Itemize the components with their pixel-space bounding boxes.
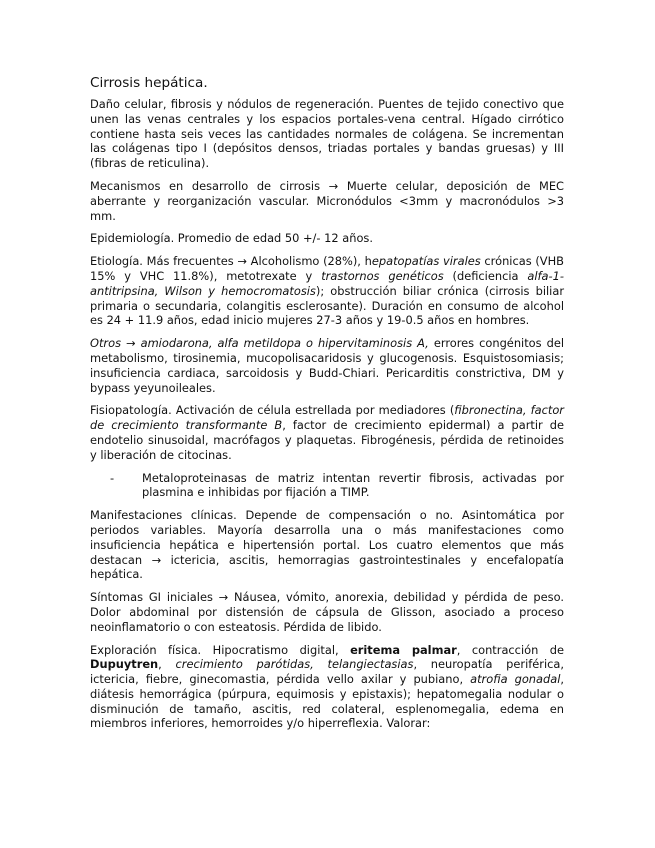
paragraph-mechanisms: Mecanismos en desarrollo de cirrosis → Muerte celular, deposición de MEC aberrante y reorganización vascular. Micronódulos <3mm y macronódulos >3 mm. xyxy=(90,178,564,223)
paragraph-etiology: Etiología. Más frecuentes → Alcoholismo (28%), hepatopatías virales crónicas (VHB 15% y VHC 11.8%), metotrexate y trastornos genéticos (deficiencia alfa-1-antitripsina, Wilson y hemocromatosis); obstrucción biliar crónica (cirrosis biliar primaria o secundaria, colangitis esclerosante). Duración en consumo de alcohol es 24 + 11.9 años, edad inicio mujeres 27-3 años y 19-0.5 años en hombres. xyxy=(90,254,564,328)
paragraph-pathophysiology: Fisiopatología. Activación de célula estrellada por mediadores (fibronectina, factor de crecimiento transformante B, factor de crecimiento epidermal) a partir de endotelio sinusoidal, macrófagos y plaquetas. Fibrogénesis, pérdida de retinoides y liberación de citocinas. xyxy=(90,403,564,462)
paragraph-gi-symptoms: Síntomas GI iniciales → Náusea, vómito, anorexia, debilidad y pérdida de peso. Dolor abdominal por distensión de cápsula de Glisson, asociado a proceso neoinflamatorio o con esteatosis. Pérdida de libido. xyxy=(90,590,564,634)
paragraph-epidemiology: Epidemiología. Promedio de edad 50 +/- 12 años. xyxy=(90,231,373,246)
paragraph-physical-exam: Exploración física. Hipocratismo digital, eritema palmar, contracción de Dupuytren, crecimiento parótidas, telangiectasias, neuropatía periférica, ictericia, fiebre, ginecomastia, pérdida vello axilar y pubiano, atrofia gonadal, diátesis hemorrágica (púrpura, equimosis y epistaxis); hepatomegalia nodular o disminución de tamaño, ascitis, red colateral, esplenomegalia, edema en miembros inferiores, hemorroides y/o hiperreflexia. Valorar: xyxy=(90,642,564,731)
paragraph-other-causes: Otros → amiodarona, alfa metildopa o hipervitaminosis A, errores congénitos del metabolismo, tirosinemia, mucopolisacaridosis y glucogenosis. Esquistosomiasis; insuficiencia cardiaca, sarcoidosis y Budd-Chiari. Pericarditis constrictiva, DM y bypass yeyunoileales. xyxy=(90,336,564,395)
bullet-dash: - xyxy=(110,470,115,485)
paragraph-definition: Daño celular, fibrosis y nódulos de regeneración. Puentes de tejido conectivo que unen las venas centrales y los espacios portales-vena central. Hígado cirrótico contiene hasta seis veces las cantidades normales de colágena. Se incrementan las colágenas tipo I (depósitos densos, triadas portales y bandas gruesas) y III (fibras de reticulina). xyxy=(90,97,564,171)
bullet-text: Metaloproteinasas de matriz intentan revertir fibrosis, activadas por plasmina e inhibidas por fijación a TIMP. xyxy=(142,470,564,500)
paragraph-clinical-manifestations: Manifestaciones clínicas. Depende de compensación o no. Asintomática por periodos variables. Mayoría desarrolla una o más manifestaciones como insuficiencia hepática e hipertensión portal. Los cuatro elementos que más destacan → ictericia, ascitis, hemorragias gastrointestinales y encefalopatía hepática. xyxy=(90,508,564,582)
bullet-metalloproteinases xyxy=(110,471,564,501)
document-page xyxy=(90,74,564,739)
document-title: Cirrosis hepática. xyxy=(90,75,208,91)
